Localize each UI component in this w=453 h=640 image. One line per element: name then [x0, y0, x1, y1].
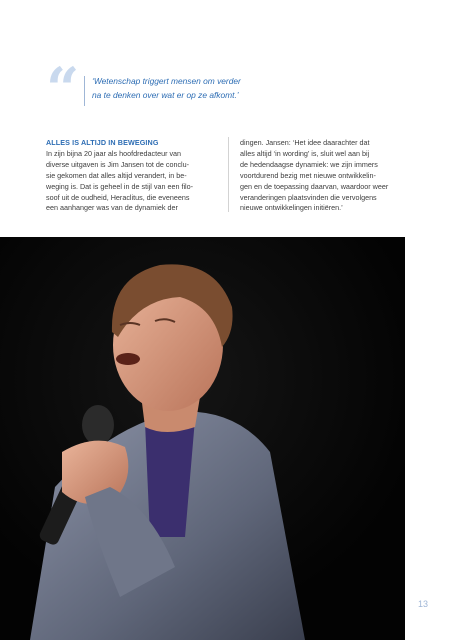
- pull-quote-line: na te denken over wat er op ze afkomt.’: [92, 90, 239, 100]
- body-line: voortdurend bezig met nieuwe ontwikkelin-: [240, 170, 376, 180]
- body-line: gen en de toepassing daarvan, waardoor weer: [240, 181, 389, 191]
- pull-quote-line: ‘Wetenschap triggert mensen om verder: [92, 76, 241, 86]
- quote-divider: [84, 76, 85, 106]
- pull-quote: [46, 55, 426, 123]
- body-line: diverse uitgaven is Jim Jansen tot de conclu-: [46, 159, 190, 169]
- body-line: de hedendaagse dynamiek: we zijn immers: [240, 159, 378, 169]
- body-line: In zijn bijna 20 jaar als hoofdredacteur van: [46, 148, 182, 158]
- article-column-left: [46, 138, 218, 214]
- body-line: veranderingen plaatsvinden die vervolgens: [240, 192, 377, 202]
- quote-icon: “: [46, 55, 80, 123]
- body-line: een aanhanger was van de dynamiek der: [46, 203, 178, 213]
- body-line: nieuwe ontwikkelingen initiëren.’: [240, 203, 343, 213]
- speaker-illustration: [0, 237, 405, 640]
- article-column-right: [240, 138, 412, 214]
- column-divider: [228, 137, 229, 212]
- page-number: 13: [418, 599, 429, 609]
- body-line: weging is. Dat is geheel in de stijl van een filo-: [46, 181, 194, 191]
- body-line: alles altijd ‘in wording’ is, sluit wel aan bij: [240, 148, 370, 158]
- pull-quote-text: [92, 74, 412, 102]
- body-line: soof uit de oudheid, Heraclitus, die eveneens: [46, 192, 190, 202]
- section-heading: ALLES IS ALTIJD IN BEWEGING: [46, 138, 159, 147]
- body-line: dingen. Jansen: ‘Het idee daarachter dat: [240, 138, 370, 147]
- body-line: sie gekomen dat alles altijd verandert, in be-: [46, 170, 187, 180]
- speaker-photo: [0, 237, 405, 640]
